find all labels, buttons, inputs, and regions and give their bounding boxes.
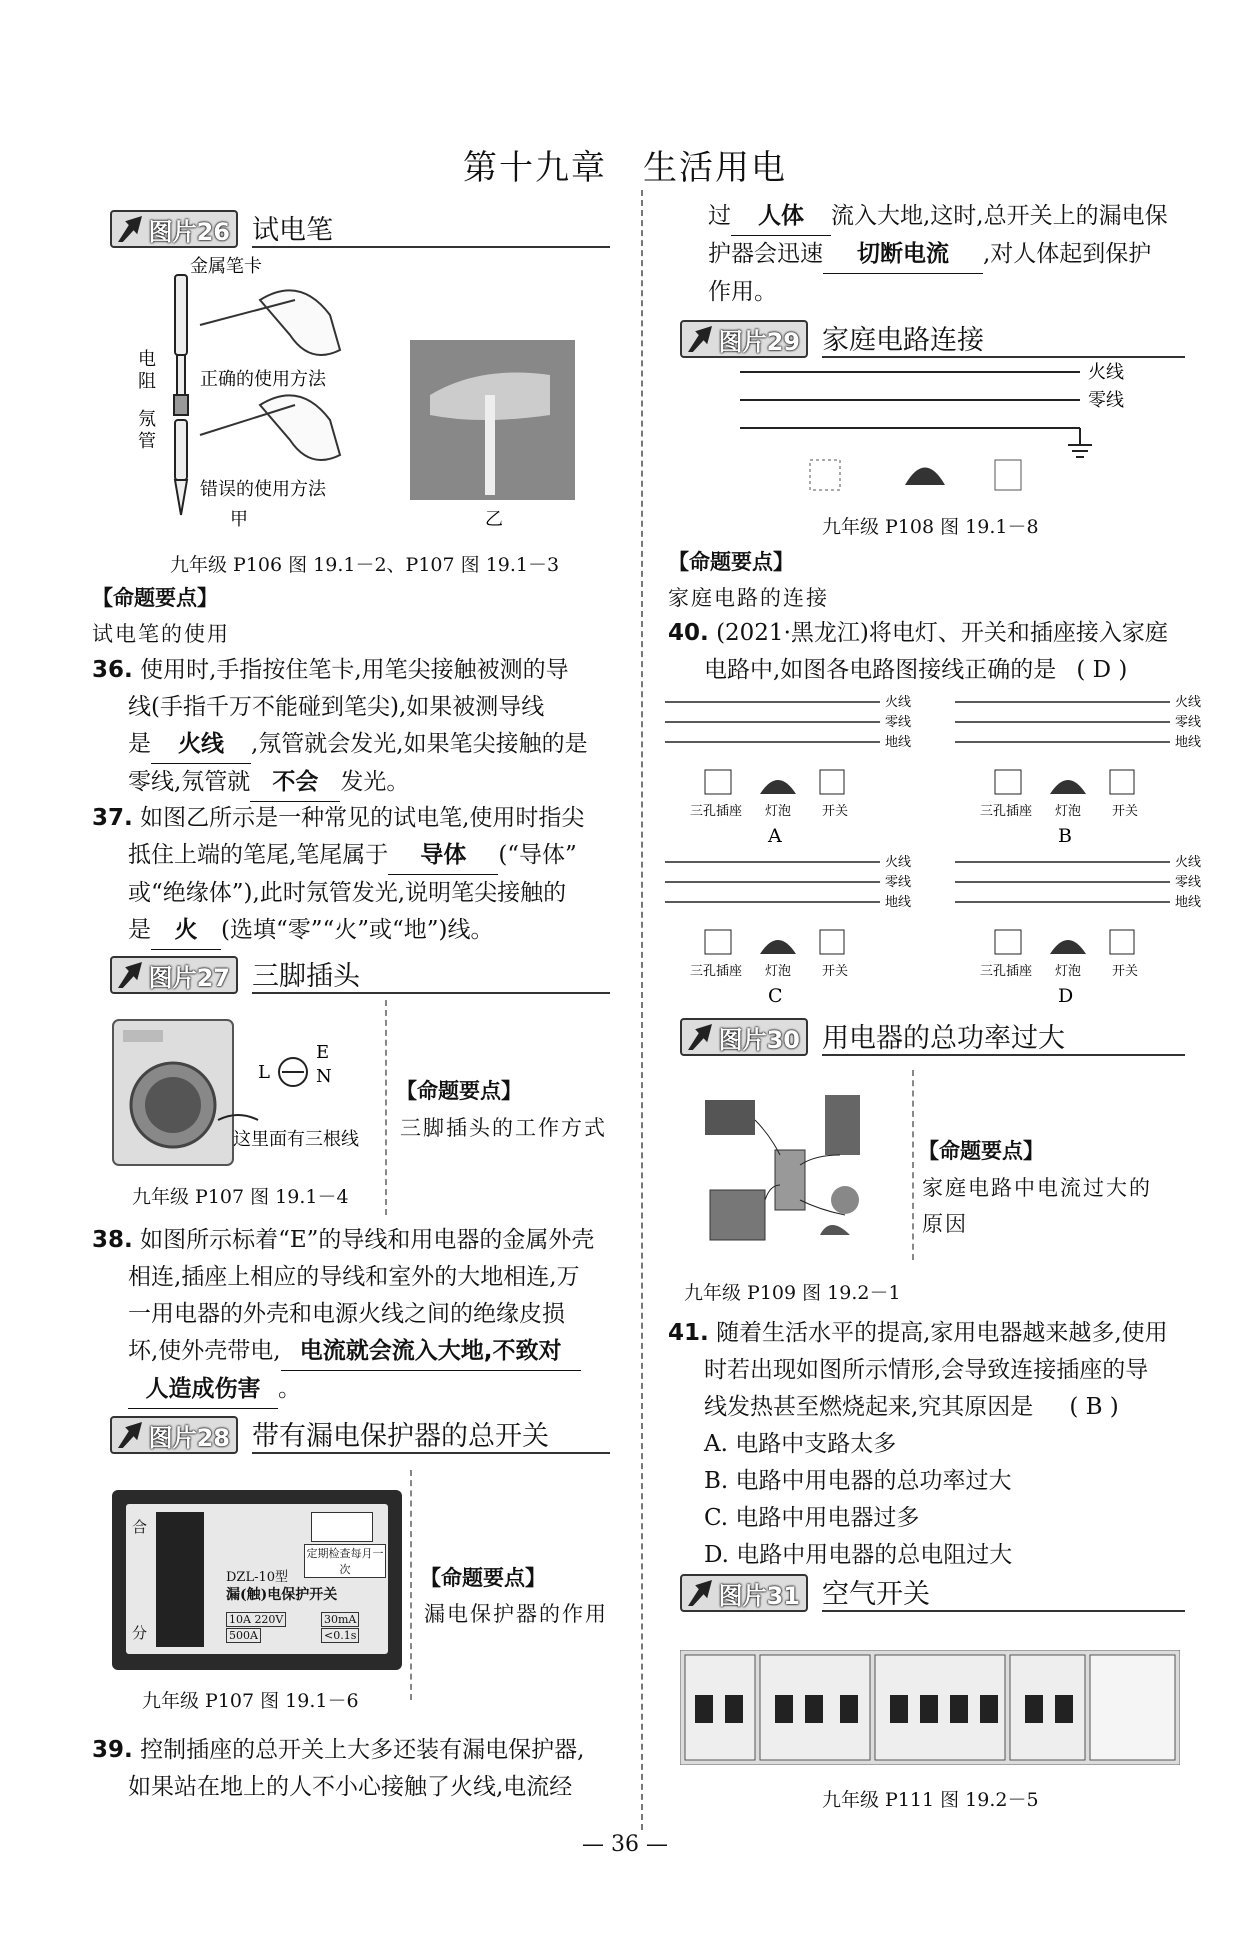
breaker-lever[interactable]	[1025, 1695, 1043, 1723]
arrow-icon	[118, 216, 142, 242]
question-text: 过	[708, 203, 731, 229]
label-neutral: 零线	[1175, 715, 1202, 730]
question-text: 如果站在地上的人不小心接触了火线,电流经	[128, 1774, 573, 1800]
home-circuit-figure	[730, 360, 1190, 500]
option-c: C. 电路中用电器过多	[704, 1505, 920, 1531]
question-text: 发光。	[340, 769, 410, 795]
pic-tag-label: 图片29	[718, 327, 800, 356]
switch-face	[126, 1504, 388, 1654]
pic-tag	[680, 1018, 808, 1056]
question-text: 作用。	[708, 279, 777, 305]
label-ground: 地线	[1175, 735, 1202, 750]
answer-choice: ( D )	[1076, 657, 1128, 683]
switch-lever-icon	[156, 1512, 204, 1647]
bulb-icon	[760, 940, 796, 954]
arrow-icon	[688, 1580, 712, 1606]
question-text: 时若出现如图所示情形,会导致连接插座的导	[704, 1357, 1149, 1383]
circuit-option-c	[665, 854, 911, 1007]
pic-tag	[110, 1416, 238, 1454]
label-switch: 开关	[1112, 964, 1139, 979]
label-live: 火线	[1175, 695, 1202, 710]
key-point-text: 家庭电路中电流过大的	[922, 1176, 1152, 1200]
question-text: 或“绝缘体”),此时氖管发光,说明笔尖接触的	[128, 880, 567, 906]
pic-tag-label: 图片26	[148, 217, 230, 246]
pic-tag	[680, 320, 808, 358]
answer-blank: 火线	[151, 726, 251, 764]
socket-icon	[810, 460, 840, 490]
question-text: 是	[128, 731, 151, 757]
section-title: 试电笔	[252, 208, 610, 248]
section-header-pic29	[680, 314, 1185, 358]
question-37	[92, 800, 622, 950]
caption-pic30: 九年级 P109 图 19.2－1	[684, 1282, 901, 1304]
label-L: L	[258, 1062, 270, 1083]
test-button[interactable]	[311, 1512, 373, 1542]
question-text: 使用时,手指按住笔卡,用笔尖接触被测的导	[140, 657, 569, 683]
pen-left-icon	[174, 275, 188, 515]
option-b: B. 电路中用电器的总功率过大	[704, 1468, 1012, 1494]
pic-tag-label: 图片28	[148, 1423, 230, 1452]
pic-tag	[110, 210, 238, 248]
question-text: 护器会迅速	[708, 241, 823, 267]
pic-tag-label: 图片30	[718, 1025, 800, 1054]
answer-blank: 电流就会流入大地,不致对	[281, 1333, 581, 1371]
label-he: 合	[132, 1518, 148, 1536]
label-resistor-2: 阻	[138, 371, 156, 392]
circuit-option-b	[955, 694, 1201, 847]
caption-pic27: 九年级 P107 图 19.1－4	[132, 1186, 349, 1208]
key-point-label: 【命题要点】	[668, 550, 794, 574]
label-correct: 正确的使用方法	[200, 369, 326, 390]
label-spec: 500A	[226, 1628, 261, 1643]
question-text: 随着生活水平的提高,家用电器越来越多,使用	[716, 1320, 1168, 1346]
key-point-text: 试电笔的使用	[92, 622, 230, 646]
switch-icon	[1110, 930, 1134, 954]
breaker-lever[interactable]	[805, 1695, 823, 1723]
socket-icon	[705, 930, 731, 954]
question-text: 如图所示标着“E”的导线和用电器的金属外壳	[140, 1227, 595, 1253]
key-point-text: 原因	[922, 1212, 968, 1236]
question-39	[92, 1732, 622, 1806]
question-number: 41.	[668, 1320, 709, 1346]
key-point-label: 【命题要点】	[92, 586, 218, 610]
key-point-text: 家庭电路的连接	[668, 586, 829, 610]
label-bulb: 灯泡	[1055, 804, 1082, 819]
circuit-option-a	[665, 694, 911, 847]
fridge-icon	[825, 1095, 860, 1155]
overloaded-socket-figure	[700, 1075, 900, 1255]
q40-circuit-options	[660, 690, 1220, 1010]
question-text: (2021·黑龙江)将电灯、开关和插座接入家庭	[716, 620, 1168, 646]
label-card: 金属笔卡	[190, 256, 262, 277]
question-36	[92, 652, 622, 802]
hand-wrong-icon	[200, 395, 340, 460]
breaker-lever[interactable]	[920, 1695, 938, 1723]
question-text: 零线,氖管就	[128, 769, 251, 795]
question-39-continued	[672, 198, 1202, 311]
question-text: 电路中,如图各电路图接线正确的是	[704, 657, 1057, 683]
breaker-lever[interactable]	[775, 1695, 793, 1723]
label-ground: 地线	[885, 895, 912, 910]
label-model: DZL-10型	[226, 1570, 289, 1585]
label-live: 火线	[885, 855, 912, 870]
section-title: 空气开关	[822, 1572, 1185, 1612]
switch-icon	[1110, 770, 1134, 794]
switch-icon	[995, 460, 1021, 490]
answer-choice: ( B )	[1069, 1394, 1119, 1420]
breaker-lever[interactable]	[725, 1695, 743, 1723]
option-label: A	[768, 825, 782, 847]
breaker-lever[interactable]	[1055, 1695, 1073, 1723]
section-title: 家庭电路连接	[822, 318, 1185, 358]
question-text: 控制插座的总开关上大多还装有漏电保护器,	[140, 1737, 585, 1763]
question-number: 36.	[92, 657, 133, 683]
air-switch-photo	[680, 1650, 1180, 1765]
question-text: 是	[128, 917, 151, 943]
label-bulb: 灯泡	[765, 804, 792, 819]
label-neutral: 零线	[1175, 875, 1202, 890]
leakage-switch-photo	[112, 1490, 402, 1670]
label-ground: 地线	[1175, 895, 1202, 910]
breaker-lever[interactable]	[840, 1695, 858, 1723]
breaker-lever[interactable]	[695, 1695, 713, 1723]
breaker-icon	[1010, 1655, 1085, 1760]
label-socket: 三孔插座	[980, 964, 1033, 979]
label-E: E	[316, 1042, 330, 1063]
label-spec: 30mA	[321, 1612, 359, 1627]
caption-pic31: 九年级 P111 图 19.2－5	[822, 1789, 1039, 1811]
label-live: 火线	[1175, 855, 1202, 870]
arrow-icon	[118, 962, 142, 988]
label-three-wires: 这里面有三根线	[233, 1129, 359, 1150]
option-label: B	[1058, 825, 1072, 847]
bulb-icon	[905, 468, 945, 486]
question-text: 线(手指千万不能碰到笔尖),如果被测导线	[128, 694, 545, 720]
option-label: D	[1058, 985, 1074, 1007]
option-a: A. 电路中支路太多	[704, 1431, 897, 1457]
socket-icon	[705, 770, 731, 794]
section-header-pic31	[680, 1568, 1185, 1612]
answer-blank: 导体	[388, 837, 498, 875]
label-live: 火线	[1088, 362, 1124, 383]
hand-correct-icon	[200, 290, 340, 355]
answer-blank: 人体	[731, 198, 831, 236]
label-socket: 三孔插座	[690, 804, 743, 819]
label-socket: 三孔插座	[690, 964, 743, 979]
machine-drum	[145, 1077, 201, 1133]
key-point-text: 三脚插头的工作方式	[400, 1116, 607, 1140]
question-text: 抵住上端的笔尾,笔尾属于	[128, 842, 389, 868]
section-header-pic27	[110, 950, 610, 994]
section-title: 用电器的总功率过大	[822, 1016, 1185, 1056]
tv-icon	[710, 1190, 765, 1240]
question-text: 相连,插座上相应的导线和室外的大地相连,万	[128, 1264, 580, 1290]
label-switch: 开关	[822, 804, 849, 819]
question-number: 40.	[668, 620, 709, 646]
label-switch: 开关	[1112, 804, 1139, 819]
arrow-icon	[118, 1422, 142, 1448]
fan-icon	[831, 1186, 859, 1214]
circuit-option-d	[955, 854, 1201, 1007]
pic-tag	[110, 956, 238, 994]
answer-blank: 切断电流	[823, 236, 983, 274]
label-N: N	[316, 1066, 332, 1087]
label-neutral: 零线	[1088, 390, 1124, 411]
figure-divider	[385, 1000, 387, 1215]
label-socket: 三孔插座	[980, 804, 1033, 819]
label-fen: 分	[132, 1624, 148, 1642]
question-number: 37.	[92, 805, 133, 831]
section-header-pic30	[680, 1012, 1185, 1056]
caption-pic29: 九年级 P108 图 19.1－8	[822, 516, 1039, 538]
label-spec: <0.1s	[321, 1628, 359, 1643]
arrow-icon	[688, 1024, 712, 1050]
question-40	[668, 615, 1208, 689]
label-bulb: 灯泡	[1055, 964, 1082, 979]
label-resistor: 电	[138, 349, 156, 370]
question-text: 。	[278, 1376, 301, 1402]
question-text: 线发热甚至燃烧起来,究其原因是	[704, 1394, 1034, 1420]
label-neutral: 零线	[885, 875, 912, 890]
key-point-label: 【命题要点】	[396, 1079, 522, 1103]
answer-blank: 不会	[250, 764, 340, 802]
key-point-text: 漏电保护器的作用	[424, 1602, 608, 1626]
bulb-icon	[1050, 780, 1086, 794]
question-41	[668, 1315, 1208, 1574]
label-ground: 地线	[885, 735, 912, 750]
switch-icon	[820, 770, 844, 794]
pic-tag-label: 图片31	[718, 1581, 800, 1610]
label-spec: 10A 220V	[226, 1612, 286, 1627]
label-check: 定期检查每月一次	[304, 1544, 386, 1578]
washing-machine-figure	[108, 1010, 388, 1170]
question-text: ,氖管就会发光,如果笔尖接触的是	[251, 731, 588, 757]
question-38	[92, 1222, 622, 1409]
bulb-icon	[760, 780, 796, 794]
bulb-icon	[1050, 940, 1086, 954]
option-label: C	[768, 985, 783, 1007]
question-text: (选填“零”“火”或“地”)线。	[221, 917, 494, 943]
question-number: 38.	[92, 1227, 133, 1253]
key-point-label: 【命题要点】	[918, 1139, 1044, 1163]
breaker-lever[interactable]	[980, 1695, 998, 1723]
question-number: 39.	[92, 1737, 133, 1763]
section-title: 三脚插头	[252, 954, 610, 994]
section-header-pic26	[110, 204, 610, 248]
label-device-name: 漏(触)电保护开关	[226, 1587, 338, 1603]
figure-divider	[410, 1470, 412, 1700]
power-strip-icon	[775, 1150, 805, 1210]
answer-blank: 人造成伤害	[128, 1371, 278, 1409]
switch-icon	[820, 930, 844, 954]
answer-blank: 火	[151, 912, 221, 950]
page-title: 第十九章 生活用电	[463, 148, 787, 188]
caption-pic26: 九年级 P106 图 19.1－2、P107 图 19.1－3	[170, 554, 560, 576]
pic-tag-label: 图片27	[148, 963, 230, 992]
key-point-label: 【命题要点】	[420, 1566, 546, 1590]
socket-icon	[995, 930, 1021, 954]
label-bulb: 灯泡	[765, 964, 792, 979]
column-divider	[641, 190, 643, 1830]
question-text: 一用电器的外壳和电源火线之间的绝缘皮损	[128, 1301, 565, 1327]
label-neutral: 零线	[885, 715, 912, 730]
breaker-lever[interactable]	[890, 1695, 908, 1723]
page-number: — 36 —	[582, 1832, 668, 1857]
pic-tag	[680, 1574, 808, 1612]
socket-icon	[995, 770, 1021, 794]
breaker-label-panel	[1090, 1655, 1175, 1760]
option-d: D. 电路中用电器的总电阻过大	[704, 1542, 1013, 1568]
arrow-icon	[688, 326, 712, 352]
screwdriver-shape	[485, 395, 495, 495]
kettle-icon	[820, 1225, 850, 1235]
question-text: 流入大地,这时,总开关上的漏电保	[831, 203, 1168, 229]
label-neon-1: 氖	[138, 409, 156, 430]
question-text: ,对人体起到保护	[983, 241, 1152, 267]
label-yi: 乙	[485, 509, 503, 530]
machine-panel	[123, 1030, 163, 1042]
label-switch: 开关	[822, 964, 849, 979]
label-jia: 甲	[230, 509, 248, 530]
question-text: 坏,使外壳带电,	[128, 1338, 281, 1364]
microwave-icon	[705, 1100, 755, 1135]
figure-divider	[912, 1070, 914, 1260]
label-live: 火线	[885, 695, 912, 710]
section-header-pic28	[110, 1410, 610, 1454]
label-wrong: 错误的使用方法	[200, 479, 326, 500]
question-text: 如图乙所示是一种常见的试电笔,使用时指尖	[140, 805, 585, 831]
breaker-lever[interactable]	[950, 1695, 968, 1723]
label-neon-2: 管	[138, 431, 156, 452]
question-text: (“导体”	[498, 842, 577, 868]
section-title: 带有漏电保护器的总开关	[252, 1414, 610, 1454]
test-pen-figure	[130, 255, 590, 535]
caption-pic28: 九年级 P107 图 19.1－6	[142, 1690, 359, 1712]
